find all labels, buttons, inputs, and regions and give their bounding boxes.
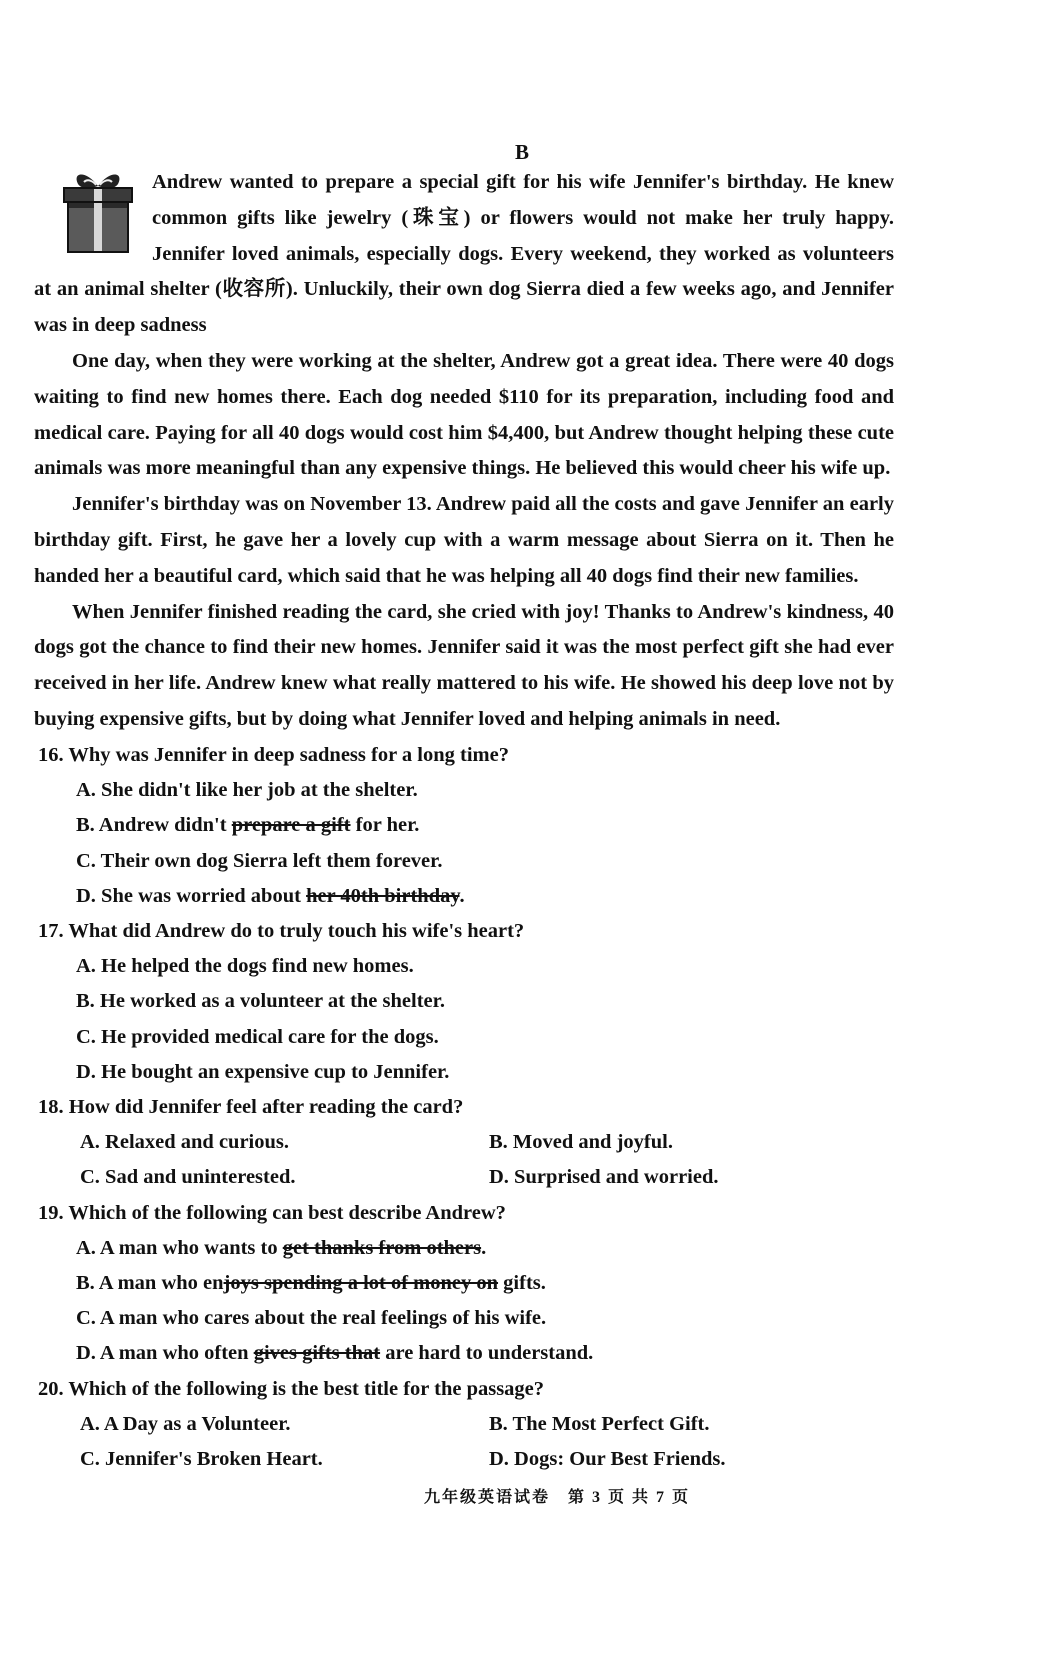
question-18-options-row-1 xyxy=(80,1125,898,1160)
strikethrough-mark: gives gifts that xyxy=(253,1342,381,1365)
question-17-option-c: C. He provided medical care for the dogs. xyxy=(76,1025,439,1048)
question-20-option-b: B. The Most Perfect Gift. xyxy=(489,1412,710,1435)
question-16-stem: 16. Why was Jennifer in deep sadness for a long time? xyxy=(38,744,509,766)
page-footer: 九年级英语试卷 第 3 页 共 7 页 xyxy=(423,1489,690,1506)
strikethrough-mark: joys spending a lot of money on xyxy=(223,1272,499,1295)
question-20-option-a: A. A Day as a Volunteer. xyxy=(80,1412,291,1435)
section-title: B xyxy=(514,140,529,164)
question-18-stem: 18. How did Jennifer feel after reading the card? xyxy=(38,1096,464,1119)
question-20-options-row-1 xyxy=(80,1407,898,1442)
question-18-option-c: C. Sad and uninterested. xyxy=(80,1166,296,1189)
question-18-options-row-2 xyxy=(80,1160,898,1195)
paragraph-3: Jennifer's birthday was on November 13. Andrew paid all the costs and gave Jennifer an early birthday gift. First, he gave her a lovely cup with a warm message about Sierra on it. Then he handed her a beautiful card, which said that he was helping all 40 dogs find their new families. xyxy=(34,493,894,587)
question-17-stem: 17. What did Andrew do to truly touch his wife's heart? xyxy=(38,920,525,943)
question-20-options-row-2 xyxy=(80,1442,898,1477)
question-19-option-d: D. A man who often gives gifts that are hard to understand. xyxy=(76,1342,594,1365)
question-18-option-b: B. Moved and joyful. xyxy=(489,1131,673,1154)
strikethrough-mark: get thanks from others xyxy=(282,1236,482,1259)
question-19-option-c: C. A man who cares about the real feelings of his wife. xyxy=(76,1307,547,1330)
paragraph-2: One day, when they were working at the shelter, Andrew got a great idea. There were 40 dogs waiting to find new homes there. Each dog needed $110 for its preparation, including food and medical care. Paying for all 40 dogs would cost him $4,400, but Andrew thought helping these cute animals was more meaningful than any expensive things. He believed this would cheer his wife up. xyxy=(34,349,894,480)
question-18-option-a: A. Relaxed and curious. xyxy=(80,1131,290,1154)
question-20-stem: 20. Which of the following is the best title for the passage? xyxy=(38,1377,545,1400)
paragraph-4: When Jennifer finished reading the card, she cried with joy! Thanks to Andrew's kindness, 40 dogs got the chance to find their new homes. Jennifer said it was the most perfect gift she had ever received in her life. Andrew knew what really mattered to his wife. He showed his deep love not by buying expensive gifts, but by doing what Jennifer loved and helping animals in need. xyxy=(34,600,894,730)
question-18-option-d: D. Surprised and worried. xyxy=(489,1166,719,1189)
question-list xyxy=(38,738,898,1477)
reading-passage xyxy=(34,165,894,738)
paragraph-1: Andrew wanted to prepare a special gift for his wife Jennifer's birthday. He knew common gifts like jewelry (珠宝) or flowers would not make her truly happy. Jennifer loved animals, especially dogs. Every weekend, they worked as volunteers at an animal shelter (收容所). Unluckily, their own dog Sierra died a few weeks ago, and Jennifer was in deep sadness xyxy=(34,171,894,337)
question-20-option-d: D. Dogs: Our Best Friends. xyxy=(489,1448,726,1471)
question-16-option-c: C. Their own dog Sierra left them forever. xyxy=(76,849,443,872)
question-16-option-b: B. Andrew didn't prepare a gift for her. xyxy=(76,814,420,837)
question-17-option-d: D. He bought an expensive cup to Jennifer. xyxy=(76,1060,450,1083)
question-19-stem: 19. Which of the following can best describe Andrew? xyxy=(38,1201,506,1224)
question-19-option-a: A. A man who wants to get thanks from others. xyxy=(76,1236,487,1259)
question-16-option-a: A. She didn't like her job at the shelter. xyxy=(76,779,418,802)
question-17-option-b: B. He worked as a volunteer at the shelter. xyxy=(76,990,445,1013)
strikethrough-mark: prepare a gift xyxy=(231,814,351,837)
question-19-option-b: B. A man who enjoys spending a lot of money on gifts. xyxy=(76,1272,546,1295)
strikethrough-mark: her 40th birthday xyxy=(306,884,460,907)
question-17-option-a: A. He helped the dogs find new homes. xyxy=(76,955,414,978)
question-16-option-d: D. She was worried about her 40th birthday. xyxy=(76,884,465,907)
question-20-option-c: C. Jennifer's Broken Heart. xyxy=(80,1448,323,1471)
